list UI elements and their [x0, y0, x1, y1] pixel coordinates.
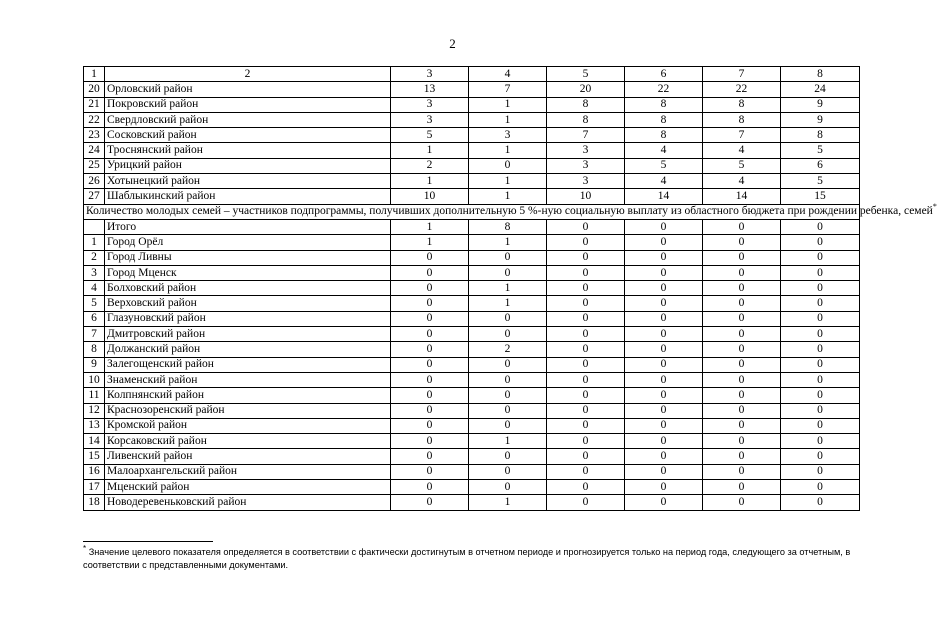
value-cell: 1 [469, 235, 547, 250]
value-cell: 1 [469, 97, 547, 112]
value-cell: 4 [625, 143, 703, 158]
district-name: Залегощенский район [105, 357, 391, 372]
value-cell: 0 [391, 372, 469, 387]
column-number: 3 [391, 67, 469, 82]
value-cell: 10 [391, 189, 469, 204]
section-row [84, 204, 860, 219]
value-cell: 0 [703, 327, 781, 342]
district-name: Верховский район [105, 296, 391, 311]
value-cell: 0 [703, 418, 781, 433]
value-cell: 8 [625, 97, 703, 112]
row-number [84, 219, 105, 234]
value-cell: 0 [547, 357, 625, 372]
table-row [84, 480, 860, 495]
value-cell: 0 [391, 265, 469, 280]
value-cell: 0 [625, 403, 703, 418]
value-cell: 0 [781, 357, 860, 372]
row-number: 16 [84, 464, 105, 479]
value-cell: 1 [469, 296, 547, 311]
value-cell: 1 [391, 174, 469, 189]
district-name: Корсаковский район [105, 434, 391, 449]
value-cell: 5 [781, 174, 860, 189]
row-number: 23 [84, 128, 105, 143]
table-row [84, 128, 860, 143]
value-cell: 8 [703, 112, 781, 127]
value-cell: 1 [469, 143, 547, 158]
value-cell: 1 [469, 434, 547, 449]
value-cell: 1 [469, 281, 547, 296]
value-cell: 0 [703, 219, 781, 234]
value-cell: 7 [703, 128, 781, 143]
value-cell: 0 [547, 495, 625, 510]
table-row [84, 449, 860, 464]
value-cell: 4 [625, 174, 703, 189]
value-cell: 0 [781, 372, 860, 387]
row-number: 1 [84, 235, 105, 250]
value-cell: 0 [781, 250, 860, 265]
value-cell: 15 [781, 189, 860, 204]
value-cell: 0 [625, 219, 703, 234]
section-title [84, 202, 937, 219]
value-cell: 1 [469, 495, 547, 510]
value-cell: 0 [469, 311, 547, 326]
value-cell: 0 [625, 311, 703, 326]
district-name: Город Ливны [105, 250, 391, 265]
value-cell: 0 [703, 342, 781, 357]
district-name: Итого [105, 219, 391, 234]
value-cell: 0 [625, 235, 703, 250]
value-cell: 0 [703, 449, 781, 464]
value-cell: 1 [469, 189, 547, 204]
column-number: 1 [84, 67, 105, 82]
value-cell: 0 [391, 342, 469, 357]
table-row [84, 219, 860, 234]
value-cell: 10 [547, 189, 625, 204]
district-name: Орловский район [105, 82, 391, 97]
district-name: Свердловский район [105, 112, 391, 127]
value-cell: 0 [625, 434, 703, 449]
table-row [84, 174, 860, 189]
district-name: Знаменский район [105, 372, 391, 387]
table-row [84, 235, 860, 250]
column-number: 2 [105, 67, 391, 82]
value-cell: 5 [781, 143, 860, 158]
value-cell: 3 [547, 174, 625, 189]
value-cell: 0 [547, 235, 625, 250]
table-row [84, 495, 860, 510]
table-row [84, 82, 860, 97]
value-cell: 0 [469, 418, 547, 433]
page-number: 2 [449, 36, 456, 51]
value-cell: 0 [781, 219, 860, 234]
value-cell: 7 [469, 82, 547, 97]
value-cell: 0 [391, 281, 469, 296]
row-number: 5 [84, 296, 105, 311]
column-number: 7 [703, 67, 781, 82]
value-cell: 0 [547, 449, 625, 464]
value-cell: 0 [391, 296, 469, 311]
table-row [84, 434, 860, 449]
value-cell: 14 [703, 189, 781, 204]
value-cell: 13 [391, 82, 469, 97]
value-cell: 0 [391, 357, 469, 372]
district-name: Краснозоренский район [105, 403, 391, 418]
row-number: 6 [84, 311, 105, 326]
value-cell: 5 [703, 158, 781, 173]
row-number: 21 [84, 97, 105, 112]
value-cell: 0 [781, 296, 860, 311]
row-number: 17 [84, 480, 105, 495]
footnote [83, 543, 859, 572]
value-cell: 0 [469, 372, 547, 387]
value-cell: 0 [703, 464, 781, 479]
value-cell: 4 [703, 174, 781, 189]
value-cell: 5 [391, 128, 469, 143]
value-cell: 8 [547, 112, 625, 127]
value-cell: 0 [703, 480, 781, 495]
value-cell: 8 [625, 128, 703, 143]
value-cell: 0 [547, 327, 625, 342]
row-number: 8 [84, 342, 105, 357]
value-cell: 3 [391, 112, 469, 127]
header-row [84, 67, 860, 82]
value-cell: 8 [781, 128, 860, 143]
district-name: Новодеревеньковский район [105, 495, 391, 510]
district-name: Троснянский район [105, 143, 391, 158]
value-cell: 0 [703, 235, 781, 250]
value-cell: 8 [625, 112, 703, 127]
value-cell: 0 [547, 311, 625, 326]
table-row [84, 296, 860, 311]
value-cell: 3 [391, 97, 469, 112]
value-cell: 22 [703, 82, 781, 97]
value-cell: 0 [781, 265, 860, 280]
value-cell: 1 [391, 219, 469, 234]
column-number: 6 [625, 67, 703, 82]
value-cell: 0 [703, 495, 781, 510]
value-cell: 0 [625, 357, 703, 372]
table-row [84, 372, 860, 387]
row-number: 11 [84, 388, 105, 403]
value-cell: 0 [547, 342, 625, 357]
value-cell: 0 [547, 219, 625, 234]
value-cell: 0 [625, 464, 703, 479]
value-cell: 7 [547, 128, 625, 143]
value-cell: 0 [781, 281, 860, 296]
value-cell: 0 [781, 388, 860, 403]
district-name: Город Орёл [105, 235, 391, 250]
value-cell: 0 [391, 311, 469, 326]
value-cell: 0 [391, 495, 469, 510]
table-row [84, 327, 860, 342]
district-name: Малоархангельский район [105, 464, 391, 479]
value-cell: 0 [625, 296, 703, 311]
value-cell: 9 [781, 97, 860, 112]
table-row [84, 112, 860, 127]
table-row [84, 388, 860, 403]
row-number: 20 [84, 82, 105, 97]
row-number: 2 [84, 250, 105, 265]
value-cell: 0 [391, 434, 469, 449]
row-number: 26 [84, 174, 105, 189]
value-cell: 0 [625, 449, 703, 464]
value-cell: 3 [547, 143, 625, 158]
value-cell: 20 [547, 82, 625, 97]
value-cell: 0 [703, 265, 781, 280]
row-number: 7 [84, 327, 105, 342]
value-cell: 0 [547, 296, 625, 311]
value-cell: 0 [547, 434, 625, 449]
footnote-text: Значение целевого показателя определяется в соответствии с фактически достигнутым в отчетном периоде и прогнозируется только на период года, следующего за отчетным, в соответствии с представленными документами. [83, 547, 851, 570]
value-cell: 0 [547, 418, 625, 433]
row-number: 18 [84, 495, 105, 510]
value-cell: 8 [703, 97, 781, 112]
footnote-mark: * [83, 543, 87, 553]
value-cell: 0 [781, 449, 860, 464]
row-number: 27 [84, 189, 105, 204]
value-cell: 0 [547, 480, 625, 495]
value-cell: 0 [703, 372, 781, 387]
district-name: Мценский район [105, 480, 391, 495]
row-number: 4 [84, 281, 105, 296]
value-cell: 0 [625, 418, 703, 433]
column-number: 5 [547, 67, 625, 82]
table-row [84, 357, 860, 372]
table-row [84, 143, 860, 158]
value-cell: 22 [625, 82, 703, 97]
table-row [84, 342, 860, 357]
table-row [84, 265, 860, 280]
value-cell: 0 [469, 265, 547, 280]
row-number: 22 [84, 112, 105, 127]
table-row [84, 250, 860, 265]
value-cell: 0 [781, 480, 860, 495]
district-name: Ливенский район [105, 449, 391, 464]
value-cell: 0 [391, 388, 469, 403]
table-row [84, 464, 860, 479]
value-cell: 0 [469, 357, 547, 372]
value-cell: 0 [547, 281, 625, 296]
indicator-table [83, 66, 937, 511]
table-row [84, 158, 860, 173]
table-row [84, 403, 860, 418]
value-cell: 0 [469, 403, 547, 418]
value-cell: 0 [781, 342, 860, 357]
row-number: 13 [84, 418, 105, 433]
value-cell: 0 [625, 372, 703, 387]
value-cell: 0 [781, 464, 860, 479]
value-cell: 0 [625, 281, 703, 296]
value-cell: 0 [547, 372, 625, 387]
value-cell: 0 [625, 388, 703, 403]
table-row [84, 189, 860, 204]
value-cell: 0 [547, 464, 625, 479]
value-cell: 9 [781, 112, 860, 127]
value-cell: 0 [469, 327, 547, 342]
value-cell: 0 [469, 388, 547, 403]
row-number: 24 [84, 143, 105, 158]
value-cell: 0 [781, 418, 860, 433]
value-cell: 0 [781, 235, 860, 250]
value-cell: 0 [703, 250, 781, 265]
row-number: 15 [84, 449, 105, 464]
table-row [84, 418, 860, 433]
district-name: Шаблыкинский район [105, 189, 391, 204]
column-number: 4 [469, 67, 547, 82]
value-cell: 8 [547, 97, 625, 112]
value-cell: 0 [391, 449, 469, 464]
value-cell: 0 [781, 311, 860, 326]
value-cell: 0 [703, 281, 781, 296]
row-number: 25 [84, 158, 105, 173]
value-cell: 0 [781, 403, 860, 418]
value-cell: 0 [625, 265, 703, 280]
value-cell: 0 [625, 480, 703, 495]
value-cell: 0 [625, 342, 703, 357]
value-cell: 0 [469, 250, 547, 265]
value-cell: 0 [469, 449, 547, 464]
row-number: 9 [84, 357, 105, 372]
value-cell: 0 [781, 495, 860, 510]
district-name: Кромской район [105, 418, 391, 433]
value-cell: 0 [391, 327, 469, 342]
value-cell: 1 [469, 112, 547, 127]
value-cell: 3 [469, 128, 547, 143]
table-row [84, 311, 860, 326]
value-cell: 6 [781, 158, 860, 173]
district-name: Дмитровский район [105, 327, 391, 342]
value-cell: 0 [547, 403, 625, 418]
value-cell: 24 [781, 82, 860, 97]
value-cell: 1 [391, 235, 469, 250]
value-cell: 8 [469, 219, 547, 234]
value-cell: 0 [547, 250, 625, 265]
district-name: Глазуновский район [105, 311, 391, 326]
table-row [84, 281, 860, 296]
section-title-mark: * [932, 202, 937, 212]
value-cell: 3 [547, 158, 625, 173]
value-cell: 4 [703, 143, 781, 158]
value-cell: 0 [703, 311, 781, 326]
value-cell: 0 [391, 403, 469, 418]
value-cell: 14 [625, 189, 703, 204]
column-number: 8 [781, 67, 860, 82]
value-cell: 0 [547, 388, 625, 403]
value-cell: 0 [391, 250, 469, 265]
district-name: Должанский район [105, 342, 391, 357]
value-cell: 0 [547, 265, 625, 280]
district-name: Хотынецкий район [105, 174, 391, 189]
district-name: Город Мценск [105, 265, 391, 280]
value-cell: 0 [391, 464, 469, 479]
district-name: Болховский район [105, 281, 391, 296]
value-cell: 0 [703, 434, 781, 449]
district-name: Покровский район [105, 97, 391, 112]
section-title-text: Количество молодых семей – участников подпрограммы, получивших дополнительную 5 %-ную социальную выплату из областного бюджета при рождении ребенка, семей [86, 205, 933, 218]
value-cell: 0 [781, 434, 860, 449]
value-cell: 0 [469, 480, 547, 495]
district-name: Сосковский район [105, 128, 391, 143]
value-cell: 0 [703, 296, 781, 311]
value-cell: 0 [781, 327, 860, 342]
value-cell: 0 [625, 327, 703, 342]
value-cell: 5 [625, 158, 703, 173]
value-cell: 2 [469, 342, 547, 357]
value-cell: 1 [469, 174, 547, 189]
value-cell: 0 [469, 464, 547, 479]
value-cell: 0 [625, 495, 703, 510]
row-number: 10 [84, 372, 105, 387]
value-cell: 0 [391, 480, 469, 495]
value-cell: 0 [703, 403, 781, 418]
district-name: Колпнянский район [105, 388, 391, 403]
value-cell: 0 [625, 250, 703, 265]
value-cell: 0 [703, 357, 781, 372]
value-cell: 0 [391, 418, 469, 433]
footnote-divider [83, 541, 213, 542]
row-number: 3 [84, 265, 105, 280]
row-number: 14 [84, 434, 105, 449]
district-name: Урицкий район [105, 158, 391, 173]
value-cell: 1 [391, 143, 469, 158]
row-number: 12 [84, 403, 105, 418]
table-row [84, 97, 860, 112]
value-cell: 0 [703, 388, 781, 403]
value-cell: 0 [469, 158, 547, 173]
value-cell: 2 [391, 158, 469, 173]
